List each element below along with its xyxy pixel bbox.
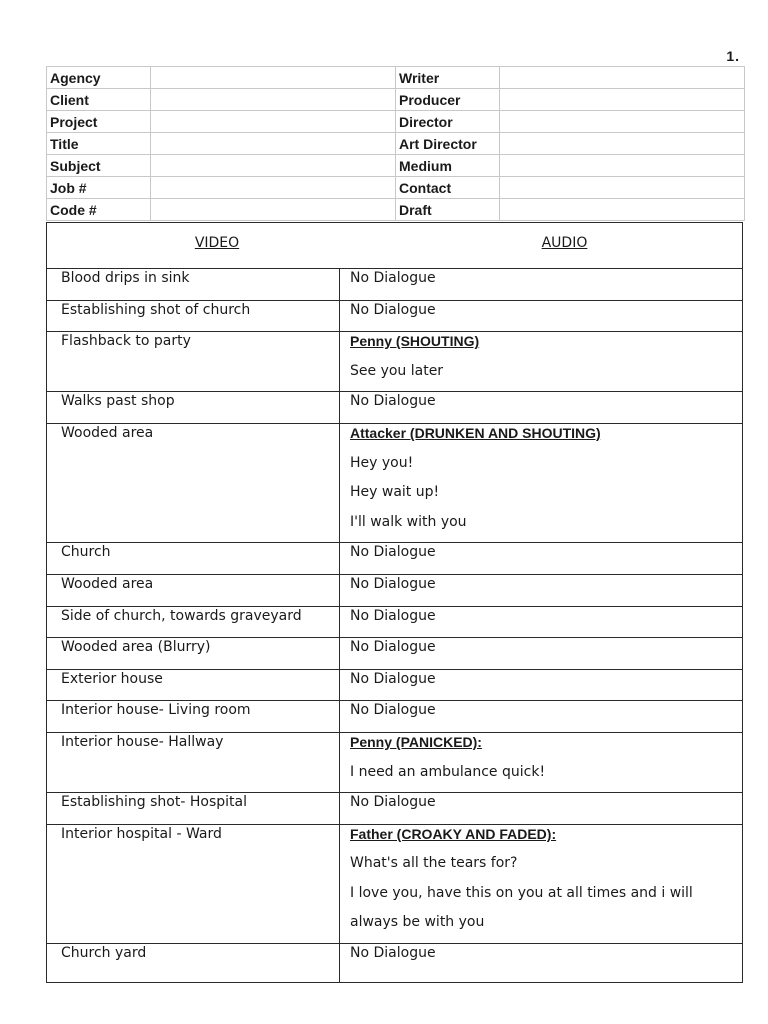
info-label: Agency — [47, 67, 151, 89]
audio-cell — [340, 332, 742, 391]
info-value-field[interactable] — [151, 111, 396, 133]
video-cell — [47, 301, 340, 332]
video-description: Establishing shot of church — [61, 301, 251, 318]
audio-text: always be with you — [350, 914, 485, 931]
script-row — [47, 944, 742, 982]
script-row — [47, 392, 742, 424]
speaker-label: Penny (SHOUTING) — [350, 333, 480, 350]
video-column-header: VIDEO — [194, 235, 240, 251]
audio-line — [350, 543, 742, 573]
audio-text: I love you, have this on you at all times and i will — [350, 884, 693, 901]
script-row — [47, 301, 742, 333]
speaker-label: Penny (PANICKED): — [350, 733, 482, 750]
video-description: Exterior house — [61, 670, 163, 687]
video-description: Wooded area — [61, 575, 154, 592]
script-column-headers — [47, 223, 742, 269]
info-row — [47, 89, 745, 111]
info-value-field[interactable] — [151, 89, 396, 111]
audio-text: No Dialogue — [350, 575, 436, 592]
info-label: Director — [396, 111, 500, 133]
video-description: Interior hospital - Ward — [61, 825, 222, 842]
audio-line — [350, 607, 742, 637]
video-cell — [47, 670, 340, 701]
audio-line — [350, 763, 742, 793]
info-value-field[interactable] — [151, 155, 396, 177]
video-cell — [47, 543, 340, 574]
audio-line — [350, 301, 742, 331]
info-label: Subject — [47, 155, 151, 177]
page-number: 1. — [726, 48, 740, 64]
info-label: Job # — [47, 177, 151, 199]
video-cell — [47, 701, 340, 732]
audio-text: No Dialogue — [350, 270, 436, 286]
video-cell — [47, 733, 340, 792]
info-value-field[interactable] — [500, 155, 745, 177]
audio-text: No Dialogue — [350, 702, 436, 719]
info-value-field[interactable] — [151, 67, 396, 89]
video-description: Side of church, towards graveyard — [61, 607, 302, 624]
speaker-direction — [350, 424, 742, 454]
audio-text: No Dialogue — [350, 544, 436, 561]
speaker-direction — [350, 332, 742, 362]
info-label: Client — [47, 89, 151, 111]
info-label: Writer — [396, 67, 500, 89]
audio-line — [350, 513, 742, 543]
info-row — [47, 133, 745, 155]
speaker-label: Father (CROAKY AND FADED): — [350, 825, 557, 842]
video-description: Wooded area — [61, 424, 154, 441]
audio-cell — [340, 392, 742, 423]
audio-cell — [340, 944, 742, 982]
info-value-field[interactable] — [500, 111, 745, 133]
video-description: Flashback to party — [61, 333, 191, 350]
video-cell — [47, 332, 340, 391]
audio-line — [350, 269, 742, 299]
script-row — [47, 793, 742, 825]
audio-text: No Dialogue — [350, 393, 436, 410]
audio-text: What's all the tears for? — [350, 855, 518, 872]
video-cell — [47, 424, 340, 542]
audio-cell — [340, 543, 742, 574]
audio-line — [350, 362, 742, 392]
audio-line — [350, 454, 742, 484]
audio-text: Hey wait up! — [350, 484, 440, 501]
video-description: Church — [61, 544, 111, 561]
audio-line — [350, 701, 742, 731]
video-description: Establishing shot- Hospital — [61, 794, 247, 811]
info-row — [47, 177, 745, 199]
video-cell — [47, 269, 340, 300]
audio-cell — [340, 638, 742, 669]
audio-cell — [340, 701, 742, 732]
audio-line — [350, 854, 742, 884]
audio-cell — [340, 607, 742, 638]
audio-cell — [340, 424, 742, 542]
script-row — [47, 543, 742, 575]
video-cell — [47, 825, 340, 943]
script-row — [47, 670, 742, 702]
audio-line — [350, 793, 742, 823]
info-value-field[interactable] — [500, 199, 745, 221]
audio-cell — [340, 269, 742, 300]
video-description: Interior house- Hallway — [61, 733, 224, 750]
audio-text: No Dialogue — [350, 301, 436, 318]
audio-line — [350, 483, 742, 513]
video-cell — [47, 638, 340, 669]
info-value-field[interactable] — [151, 199, 396, 221]
audio-text: No Dialogue — [350, 639, 436, 656]
script-row — [47, 269, 742, 301]
audio-line — [350, 670, 742, 700]
audio-line — [350, 575, 742, 605]
video-cell — [47, 944, 340, 982]
video-description: Interior house- Living room — [61, 702, 251, 719]
script-rows — [47, 269, 742, 982]
info-label: Art Director — [396, 133, 500, 155]
video-cell — [47, 392, 340, 423]
video-description: Church yard — [61, 945, 147, 962]
audio-column-header: AUDIO — [541, 235, 588, 251]
audio-text: Hey you! — [350, 454, 414, 471]
audio-text: No Dialogue — [350, 607, 436, 624]
speaker-direction — [350, 733, 742, 763]
audio-cell — [340, 575, 742, 606]
audio-cell — [340, 825, 742, 943]
info-value-field[interactable] — [151, 133, 396, 155]
audio-cell — [340, 670, 742, 701]
audio-text: No Dialogue — [350, 945, 436, 962]
script-row — [47, 575, 742, 607]
audio-text: No Dialogue — [350, 670, 436, 687]
info-row — [47, 155, 745, 177]
audio-cell — [340, 301, 742, 332]
audio-text: See you later — [350, 362, 444, 379]
audio-line — [350, 913, 742, 943]
info-row — [47, 111, 745, 133]
audio-text: No Dialogue — [350, 794, 436, 811]
audio-line — [350, 944, 742, 981]
video-description: Blood drips in sink — [61, 270, 190, 286]
script-row — [47, 701, 742, 733]
audio-text: I'll walk with you — [350, 513, 467, 530]
speaker-label: Attacker (DRUNKEN AND SHOUTING) — [350, 424, 601, 441]
video-cell — [47, 575, 340, 606]
script-row — [47, 332, 742, 392]
audio-cell — [340, 793, 742, 824]
audio-line — [350, 392, 742, 422]
script-row — [47, 424, 742, 543]
audio-text: I need an ambulance quick! — [350, 763, 546, 780]
video-description: Walks past shop — [61, 393, 175, 410]
info-row — [47, 67, 745, 89]
production-info-table — [46, 66, 745, 221]
info-label: Project — [47, 111, 151, 133]
info-value-field[interactable] — [500, 67, 745, 89]
script-table — [46, 222, 743, 983]
audio-line — [350, 884, 742, 914]
audio-cell — [340, 733, 742, 792]
script-row — [47, 825, 742, 944]
info-label: Code # — [47, 199, 151, 221]
audio-line — [350, 638, 742, 668]
info-value-field[interactable] — [500, 177, 745, 199]
info-value-field[interactable] — [500, 89, 745, 111]
info-label: Contact — [396, 177, 500, 199]
info-value-field[interactable] — [151, 177, 396, 199]
script-row — [47, 607, 742, 639]
info-label: Title — [47, 133, 151, 155]
video-cell — [47, 793, 340, 824]
info-row — [47, 199, 745, 221]
script-row — [47, 638, 742, 670]
video-description: Wooded area (Blurry) — [61, 639, 211, 656]
speaker-direction — [350, 825, 742, 855]
info-label: Medium — [396, 155, 500, 177]
info-label: Producer — [396, 89, 500, 111]
script-row — [47, 733, 742, 793]
video-cell — [47, 607, 340, 638]
info-label: Draft — [396, 199, 500, 221]
info-value-field[interactable] — [500, 133, 745, 155]
